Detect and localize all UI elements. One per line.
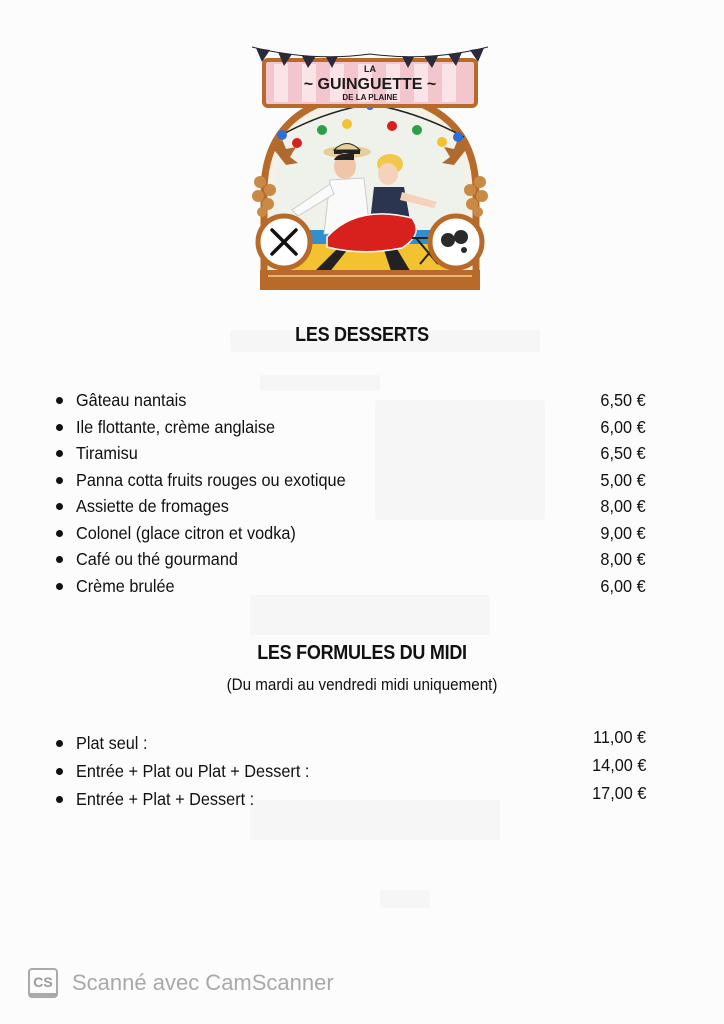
bullet-icon [56,424,63,431]
bullet-icon [56,556,63,563]
item-price: 8,00 € [600,549,646,569]
logo-line3: DE LA PLAINE [342,93,398,102]
guinguette-logo [242,42,498,298]
menu-item [52,441,646,465]
menu-item [52,547,646,571]
item-price: 8,00 € [600,496,646,516]
item-name: Tiramisu [76,443,138,463]
item-price: 6,50 € [600,443,646,463]
formules-title: LES FORMULES DU MIDI [257,642,467,664]
bullet-icon [56,768,63,775]
item-name: Gâteau nantais [76,390,187,410]
item-name: Ile flottante, crème anglaise [76,416,276,437]
bullet-icon [56,450,63,457]
item-name: Entrée + Plat ou Plat + Dessert : [76,761,310,781]
formules-subtitle: (Du mardi au vendredi midi uniquement) [226,676,498,694]
bullet-icon [56,583,63,590]
bullet-icon [56,530,63,537]
logo-line2: ~ GUINGUETTE ~ [303,76,437,93]
item-name: Assiette de fromages [76,496,229,516]
menu-item [52,755,646,783]
item-name: Crème brulée [76,575,175,596]
item-price: 14,00 € [591,755,646,775]
menu-item [52,727,646,755]
bleed-through [380,890,430,908]
menu-item [52,783,646,811]
menu-item [52,494,646,518]
item-price: 5,00 € [600,469,646,490]
watermark-text: Scanné avec CamScanner [72,970,334,995]
item-name: Colonel (glace citron et vodka) [76,522,296,543]
bullet-icon [56,740,63,747]
desserts-title: LES DESSERTS [295,324,429,346]
item-price: 6,00 € [600,575,646,596]
bleed-through [250,595,490,635]
camscanner-watermark [28,966,334,1000]
item-name: Entrée + Plat + Dessert : [76,789,255,809]
bullet-icon [56,477,63,484]
item-price: 9,00 € [600,522,646,543]
logo-line1: LA [364,64,376,74]
item-name: Café ou thé gourmand [76,549,238,569]
item-name: Panna cotta fruits rouges ou exotique [76,469,346,490]
bullet-icon [56,796,63,803]
bullet-icon [56,503,63,510]
camscanner-logo-icon: CS [28,968,58,998]
item-price: 17,00 € [591,783,646,803]
item-price: 6,00 € [600,416,646,437]
item-name: Plat seul : [76,733,148,753]
bullet-icon [56,397,63,404]
item-price: 11,00 € [592,727,646,747]
menu-item [52,574,646,598]
item-price: 6,50 € [600,390,646,410]
menu-item [52,521,646,545]
menu-item [52,388,646,412]
menu-item [52,415,646,439]
menu-item [52,468,646,492]
